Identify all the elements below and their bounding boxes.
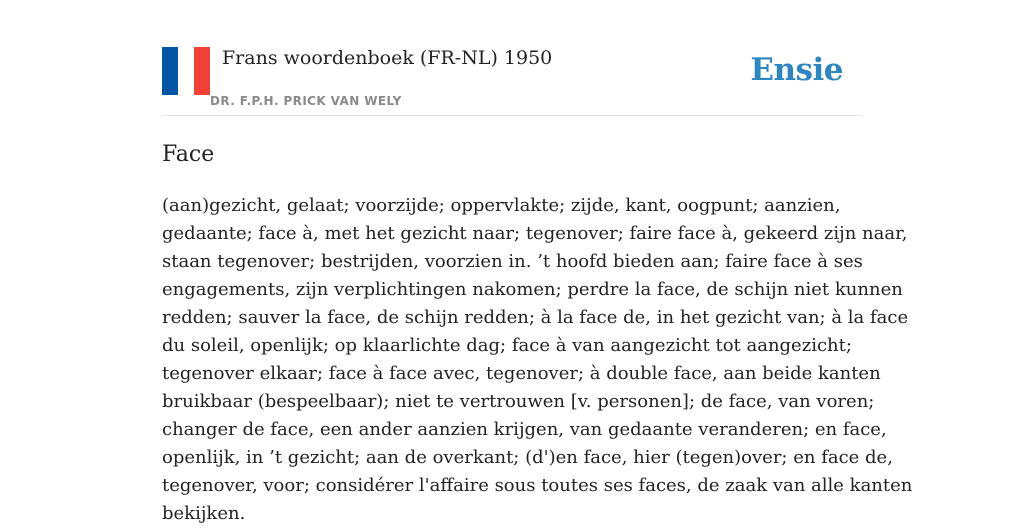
header-divider: [162, 115, 862, 116]
definition-line: tegenover, voor; considérer l'affaire sous toutes ses faces, de zaak van alle kanten: [162, 475, 913, 496]
definition-line: staan tegenover; bestrijden, voorzien in. ’t hoofd bieden aan; faire face à ses: [162, 251, 863, 272]
definition-line: redden; sauver la face, de schijn redden; à la face de, in het gezicht van; à la face: [162, 307, 909, 328]
entry-definition: [162, 192, 913, 528]
flag-stripe-blue: [162, 47, 178, 95]
definition-line: engagements, zijn verplichtingen nakomen; perdre la face, de schijn niet kunnen: [162, 279, 903, 300]
france-flag-icon: [162, 47, 210, 95]
definition-line: du soleil, openlijk; op klaarlichte dag; face à van aangezicht tot aangezicht;: [162, 335, 852, 356]
ensie-logo[interactable]: Ensie: [750, 52, 843, 88]
definition-line: changer de face, een ander aanzien krijgen, van gedaante veranderen; en face,: [162, 419, 887, 440]
dictionary-card: [162, 0, 913, 524]
definition-line: bruikbaar (bespeelbaar); niet te vertrouwen [v. personen]; de face, van voren;: [162, 391, 875, 412]
flag-stripe-white: [178, 47, 194, 95]
definition-line: bekijken.: [162, 503, 246, 524]
definition-line: openlijk, in ’t gezicht; aan de overkant; (d')en face, hier (tegen)over; en face de,: [162, 447, 893, 468]
flag-stripe-red: [194, 47, 210, 95]
definition-line: tegenover elkaar; face à face avec, tegenover; à double face, aan beide kanten: [162, 363, 881, 384]
dictionary-title[interactable]: Frans woordenboek (FR-NL) 1950: [222, 47, 553, 69]
definition-line: gedaante; face à, met het gezicht naar; tegenover; faire face à, gekeerd zijn naar,: [162, 223, 908, 244]
dictionary-author: DR. F.P.H. PRICK VAN WELY: [210, 94, 402, 108]
entry-headword: Face: [162, 142, 215, 167]
definition-line: (aan)gezicht, gelaat; voorzijde; oppervlakte; zijde, kant, oogpunt; aanzien,: [162, 195, 841, 216]
